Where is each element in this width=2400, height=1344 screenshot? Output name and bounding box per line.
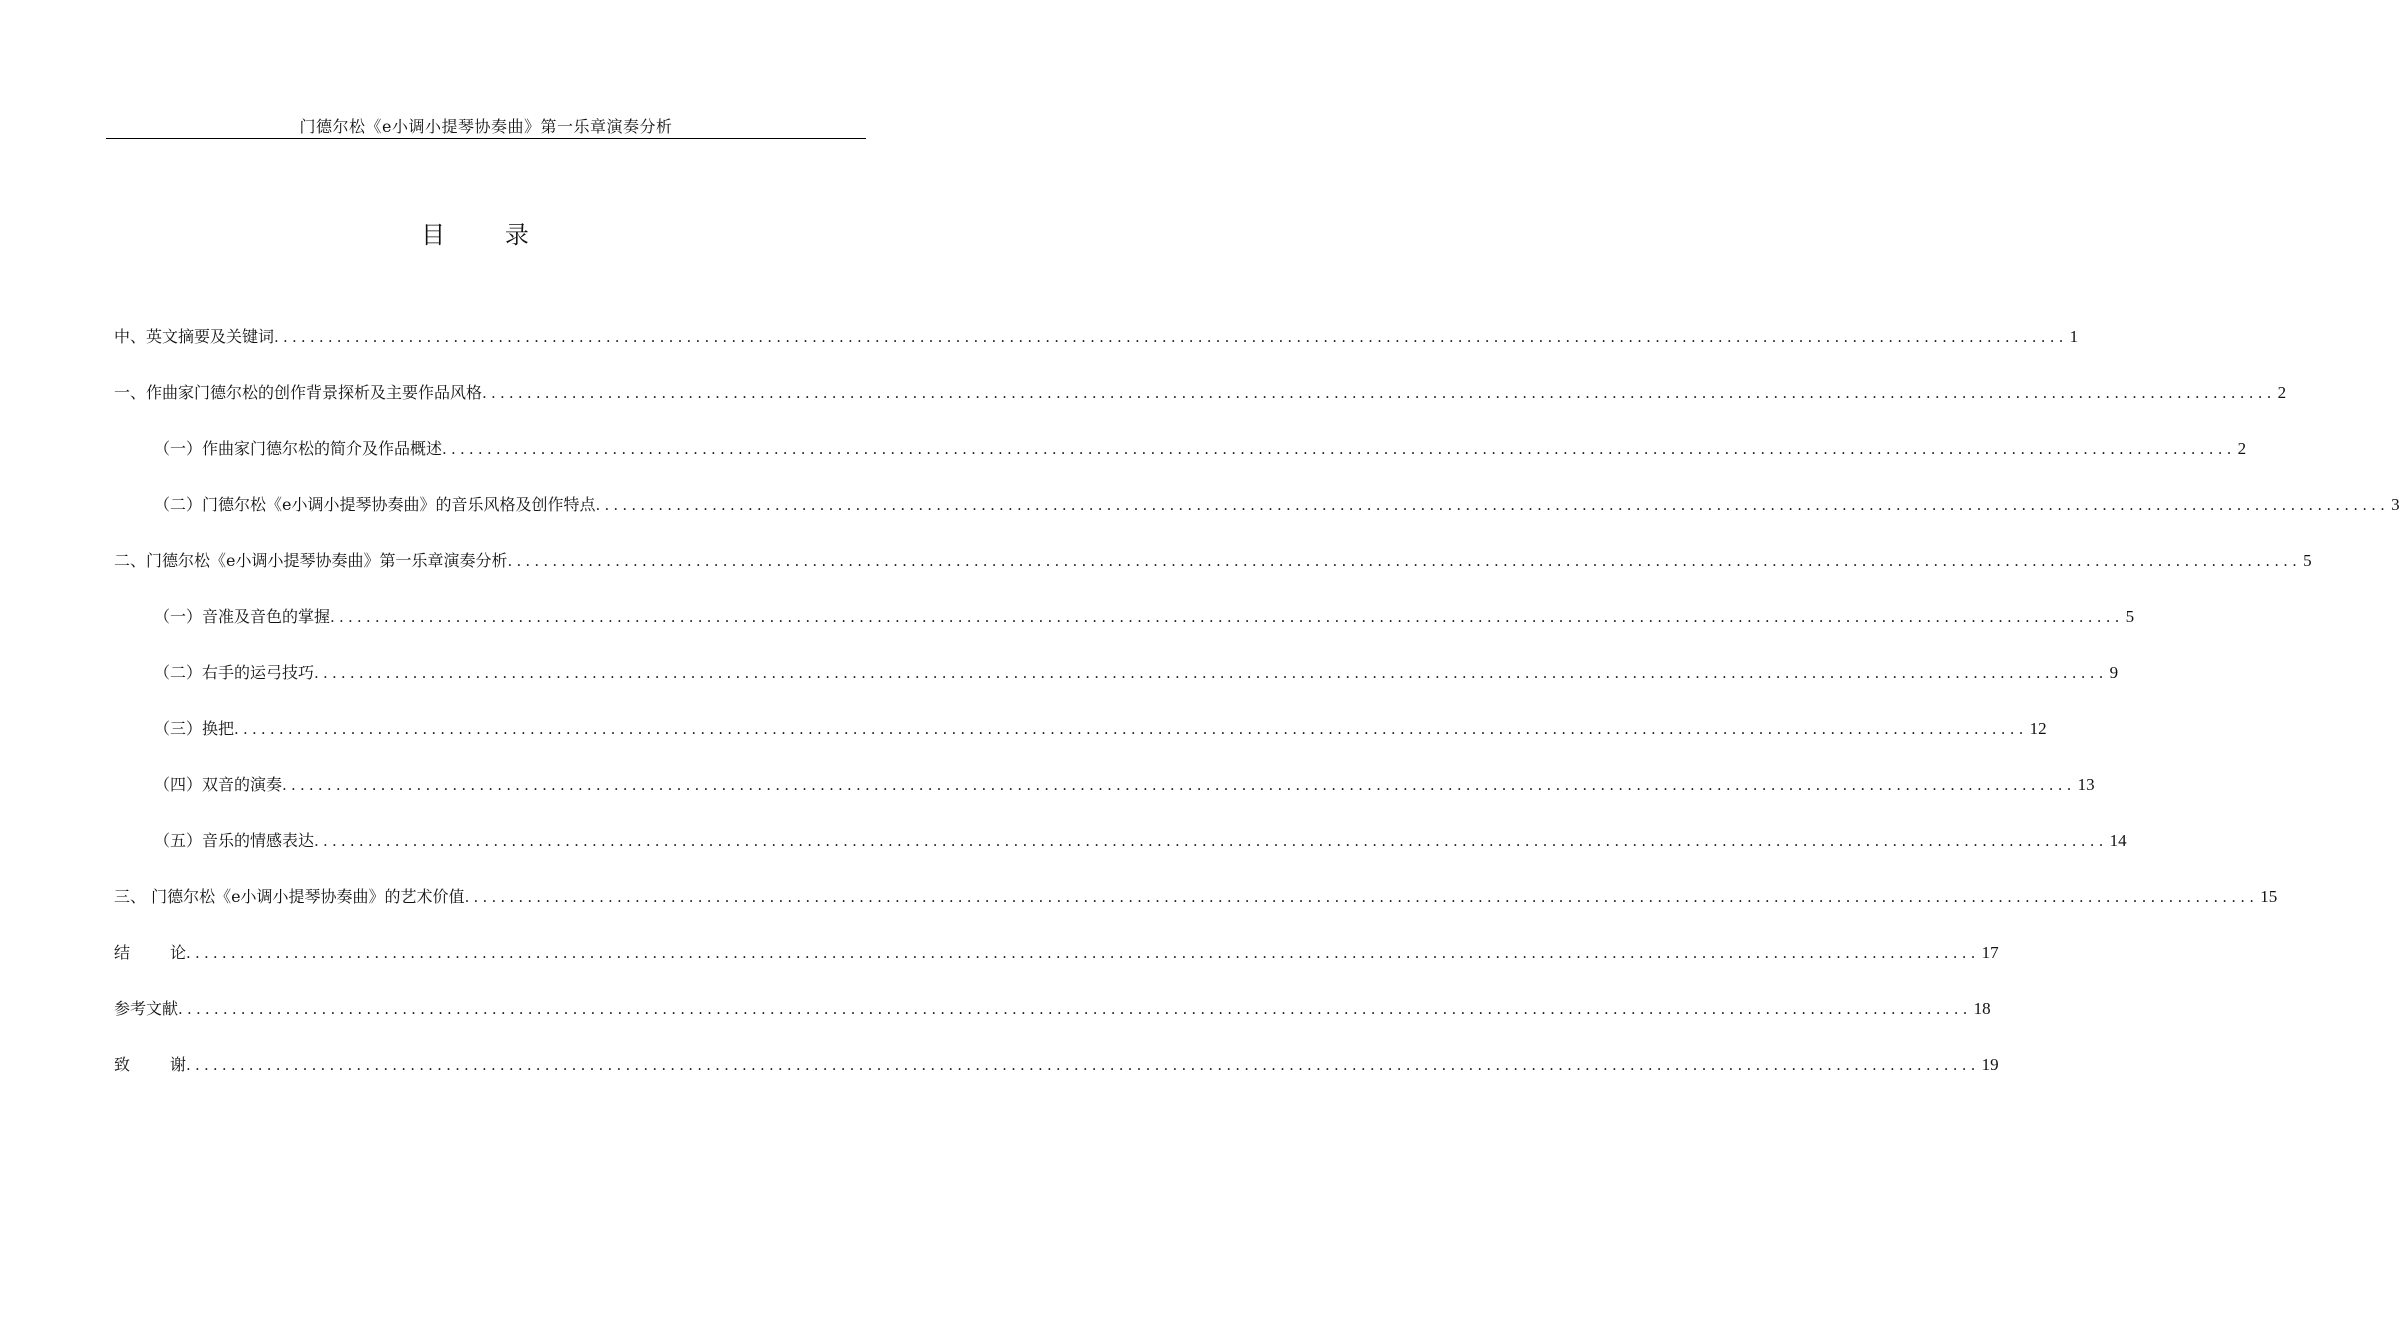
toc-entry-page: 19 — [1981, 1055, 1999, 1074]
toc-entry-page: 15 — [2260, 887, 2278, 906]
toc-entry-page: 13 — [2077, 775, 2095, 794]
toc-entry-page: 5 — [2125, 607, 2135, 626]
dot-leader: ........................................................................................................................................................................................................ — [464, 888, 2259, 906]
toc-entry-page: 2 — [2237, 439, 2247, 458]
toc-entry-label: （五）音乐的情感表达 — [154, 831, 315, 850]
toc-entry-chapter-1[interactable] — [114, 378, 2287, 434]
dot-leader: ........................................................................................................................................................................................................ — [507, 552, 2302, 570]
header-title: 门德尔松《e小调小提琴协奏曲》第一乐章演奏分析 — [299, 117, 673, 136]
dot-leader: ........................................................................................................................................................................................................ — [274, 328, 2068, 346]
toc-entry-label: 三、 门德尔松《e小调小提琴协奏曲》的艺术价值 — [114, 887, 465, 906]
toc-entry-acknowledgements[interactable] — [114, 1050, 1999, 1106]
toc-entry-label: （三）换把 — [154, 719, 235, 738]
toc-entry-label-char-1: 致 — [114, 1055, 131, 1074]
dot-leader: ........................................................................................................................................................................................................ — [314, 664, 2108, 682]
toc-title-char-2: 录 — [504, 221, 529, 249]
toc-entry-conclusion[interactable] — [114, 938, 1999, 994]
toc-entry-label — [114, 1050, 186, 1080]
toc-entry-label: 二、门德尔松《e小调小提琴协奏曲》第一乐章演奏分析 — [114, 551, 508, 570]
toc-title — [0, 218, 950, 252]
dot-leader: ........................................................................................................................................................................................................ — [482, 384, 2276, 402]
toc-entry-section-2-5[interactable] — [114, 826, 2127, 882]
dot-leader: ........................................................................................................................................................................................................ — [595, 496, 2390, 514]
toc-entry-label: 中、英文摘要及关键词 — [114, 327, 275, 346]
toc-entry-page: 9 — [2109, 663, 2119, 682]
toc-entry-chapter-2[interactable] — [114, 546, 2312, 602]
toc-list — [114, 322, 2400, 1106]
dot-leader: ........................................................................................................................................................................................................ — [442, 440, 2236, 458]
toc-entry-section-1-2[interactable] — [114, 490, 2400, 546]
toc-entry-label: （四）双音的演奏 — [154, 775, 283, 794]
toc-entry-page: 2 — [2277, 383, 2287, 402]
dot-leader: ........................................................................................................................................................................................................ — [282, 776, 2076, 794]
dot-leader: ........................................................................................................................................................................................................ — [178, 1000, 1972, 1018]
toc-entry-label-char-2: 谢 — [170, 1055, 187, 1074]
toc-entry-page: 5 — [2303, 551, 2312, 570]
toc-entry-references[interactable] — [114, 994, 1991, 1050]
toc-entry-section-2-1[interactable] — [114, 602, 2135, 658]
toc-entry-label-char-2: 论 — [170, 943, 187, 962]
toc-entry-page: 3 — [2391, 495, 2400, 514]
toc-entry-page: 18 — [1973, 999, 1991, 1018]
toc-entry-label: （二）门德尔松《e小调小提琴协奏曲》的音乐风格及创作特点 — [154, 495, 596, 514]
toc-entry-label: （一）作曲家门德尔松的简介及作品概述 — [154, 439, 443, 458]
toc-entry-page: 12 — [2029, 719, 2047, 738]
dot-leader: ........................................................................................................................................................................................................ — [234, 720, 2028, 738]
toc-entry-label: （二）右手的运弓技巧 — [154, 663, 315, 682]
toc-entry-page: 1 — [2069, 327, 2079, 346]
toc-entry-section-2-4[interactable] — [114, 770, 2095, 826]
toc-title-char-1: 目 — [421, 221, 446, 249]
toc-entry-chapter-3[interactable] — [114, 882, 2278, 938]
page-header — [106, 116, 866, 139]
toc-entry-section-1-1[interactable] — [114, 434, 2247, 490]
toc-entry-label-char-1: 结 — [114, 943, 131, 962]
dot-leader: ........................................................................................................................................................................................................ — [186, 1056, 1980, 1074]
toc-entry-label: 参考文献 — [114, 999, 179, 1018]
toc-entry-abstract[interactable] — [114, 322, 2079, 378]
dot-leader: ........................................................................................................................................................................................................ — [314, 832, 2108, 850]
dot-leader: ........................................................................................................................................................................................................ — [330, 608, 2124, 626]
toc-entry-label — [114, 938, 186, 968]
toc-entry-label: （一）音准及音色的掌握 — [154, 607, 331, 626]
dot-leader: ........................................................................................................................................................................................................ — [186, 944, 1980, 962]
toc-entry-page: 17 — [1981, 943, 1999, 962]
toc-entry-section-2-2[interactable] — [114, 658, 2119, 714]
toc-entry-label: 一、作曲家门德尔松的创作背景探析及主要作品风格 — [114, 383, 483, 402]
toc-entry-section-2-3[interactable] — [114, 714, 2047, 770]
toc-entry-page: 14 — [2109, 831, 2127, 850]
